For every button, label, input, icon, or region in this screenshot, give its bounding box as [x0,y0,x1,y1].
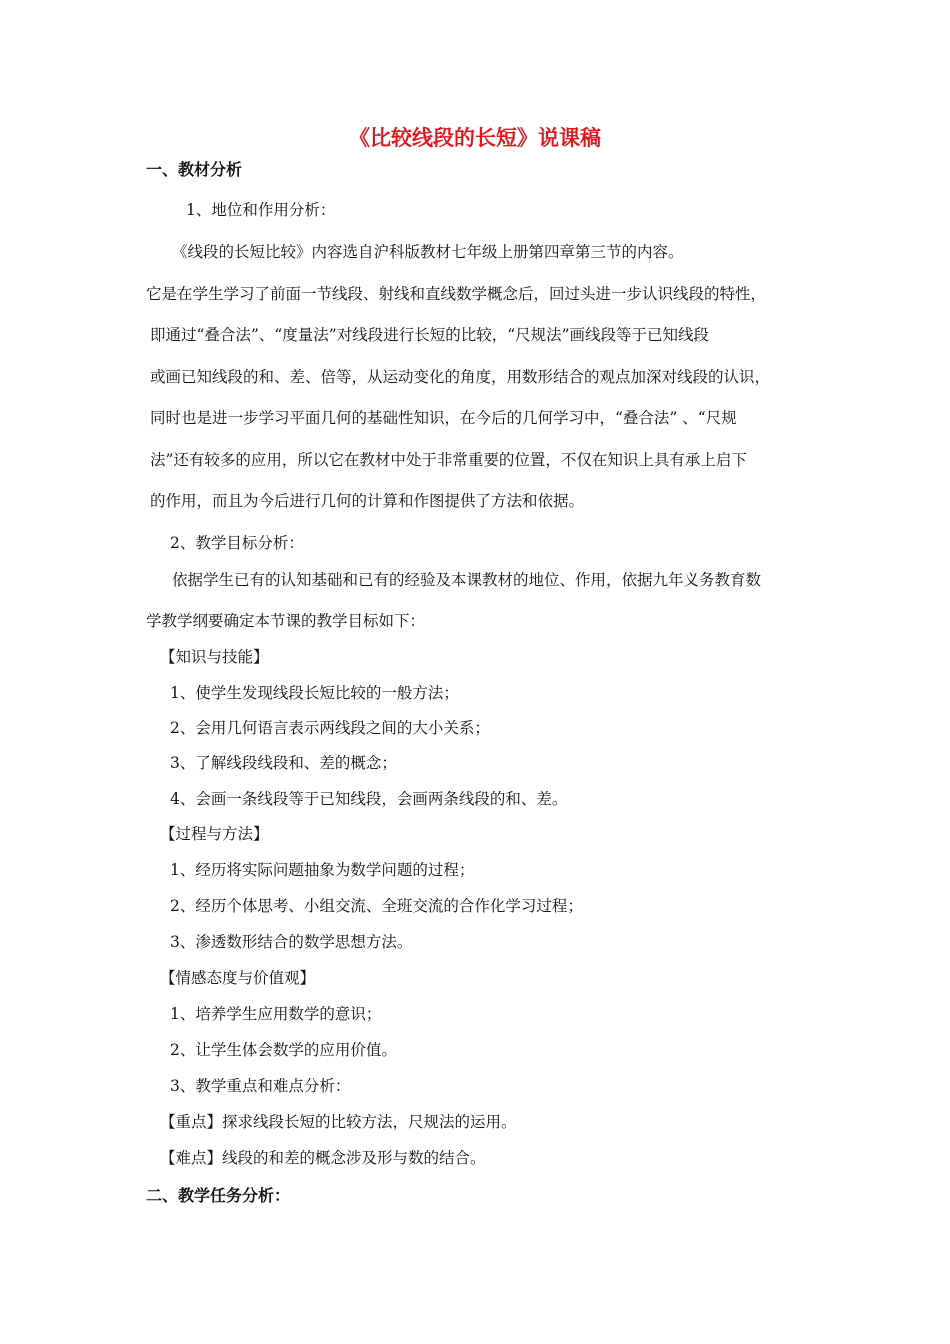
subheading-teaching-goals: 2、教学目标分析： [170,534,304,552]
paragraph-line: 即通过“叠合法”、“度量法”对线段进行长短的比较，“尺规法”画线段等于已知线段 [150,326,710,344]
paragraph-line: 它是在学生学习了前面一节线段、射线和直线数学概念后，回过头进一步认识线段的特性， [146,285,767,303]
knowledge-item: 1、使学生发现线段长短比较的一般方法； [170,684,459,702]
paragraph-line: 的作用，而且为今后进行几何的计算和作图提供了方法和依据。 [150,492,585,510]
difficult-point: 【难点】线段的和差的概念涉及形与数的结合。 [160,1149,486,1167]
paragraph-line: 法”还有较多的应用，所以它在教材中处于非常重要的位置，不仅在知识上具有承上启下 [150,451,747,469]
process-item: 3、渗透数形结合的数学思想方法。 [170,933,413,951]
knowledge-item: 4、会画一条线段等于已知线段，会画两条线段的和、差。 [170,790,568,808]
knowledge-item: 2、会用几何语言表示两线段之间的大小关系； [170,719,490,737]
emotion-heading: 【情感态度与价值观】 [160,969,316,987]
document-title: 《比较线段的长短》说课稿 [349,126,601,150]
knowledge-heading: 【知识与技能】 [160,648,269,666]
key-point: 【重点】探求线段长短的比较方法，尺规法的运用。 [160,1113,517,1131]
emotion-item: 1、培养学生应用数学的意识； [170,1005,382,1023]
process-heading: 【过程与方法】 [160,825,269,843]
section-heading-2: 二、教学任务分析： [146,1186,291,1205]
emotion-item: 2、让学生体会数学的应用价值。 [170,1041,397,1059]
process-item: 2、经历个体思考、小组交流、全班交流的合作化学习过程； [170,897,583,915]
goal-line-2: 学教学纲要确定本节课的教学目标如下： [146,612,426,630]
process-item: 1、经历将实际问题抽象为数学问题的过程； [170,861,475,879]
paragraph-line: 或画已知线段的和、差、倍等，从运动变化的角度，用数形结合的观点加深对线段的认识， [150,368,771,386]
paragraph-line: 同时也是进一步学习平面几何的基础性知识，在今后的几何学习中，“叠合法” 、“尺规 [150,409,737,427]
subheading-key-difficult: 3、教学重点和难点分析： [170,1077,351,1095]
section-heading-1: 一、教材分析 [146,160,243,179]
subheading-position-role: 1、地位和作用分析： [186,201,336,219]
intro-line: 《线段的长短比较》内容选自沪科版教材七年级上册第四章第三节的内容。 [172,243,684,261]
goal-line-1: 依据学生已有的认知基础和已有的经验及本课教材的地位、作用，依据九年义务教育数 [172,571,762,589]
knowledge-item: 3、了解线段线段和、差的概念； [170,754,397,772]
